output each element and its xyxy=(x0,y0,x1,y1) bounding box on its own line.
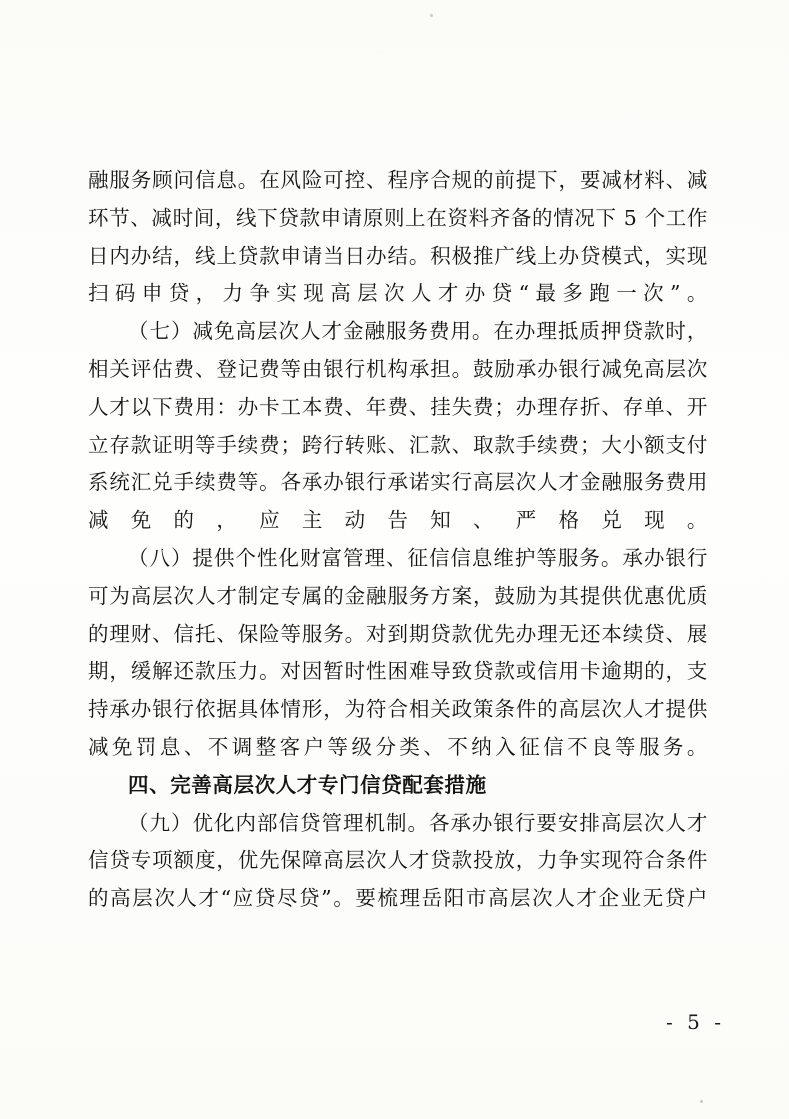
text-line: 的高层次人才“应贷尽贷”。要梳理岳阳市高层次人才企业无贷户 xyxy=(88,886,708,911)
text-line: 环节、减时间，线下贷款申请原则上在资料齐备的情况下 5 个工作 xyxy=(88,205,708,230)
section-heading-text: 四、完善高层次人才专门信贷配套措施 xyxy=(128,772,487,797)
paragraph-seven xyxy=(88,313,708,540)
paragraph-eight xyxy=(88,540,708,767)
text-line-content: （八）提供个性化财富管理、征信信息维护等服务。承办银行 xyxy=(128,545,708,570)
text-line xyxy=(88,540,708,578)
text-line: 可为高层次人才制定专属的金融服务方案，鼓励为其提供优惠优质 xyxy=(88,583,708,608)
text-line: 减免的，应主动告知、严格兑现。 xyxy=(88,508,708,533)
text-line xyxy=(88,313,708,351)
scan-speck xyxy=(430,14,433,17)
text-line: 日内办结，线上贷款申请当日办结。积极推广线上办贷模式，实现 xyxy=(88,243,708,268)
text-line: 融服务顾问信息。在风险可控、程序合规的前提下，要减材料、减 xyxy=(88,168,708,192)
paragraph-nine xyxy=(88,805,708,918)
text-line: 扫码申贷，力争实现高层次人才办贷“最多跑一次”。 xyxy=(88,281,708,306)
paragraph-continued xyxy=(88,162,708,313)
body-text xyxy=(88,162,708,918)
scan-speck xyxy=(700,1100,703,1103)
text-line: 相关评估费、登记费等由银行机构承担。鼓励承办银行减免高层次 xyxy=(88,356,708,381)
text-line: 系统汇兑手续费等。各承办银行承诺实行高层次人才金融服务费用 xyxy=(88,470,708,495)
text-line xyxy=(88,805,708,843)
text-line: 期，缓解还款压力。对因暂时性困难导致贷款或信用卡逾期的，支 xyxy=(88,659,708,684)
page-number: - 5 - xyxy=(666,1010,725,1034)
text-line: 信贷专项额度，优先保障高层次人才贷款投放，力争实现符合条件 xyxy=(88,848,708,873)
text-line: 立存款证明等手续费；跨行转账、汇款、取款手续费；大小额支付 xyxy=(88,432,708,457)
text-line-content: （九）优化内部信贷管理机制。各承办银行要安排高层次人才 xyxy=(128,810,708,835)
text-line: 人才以下费用：办卡工本费、年费、挂失费；办理存折、存单、开 xyxy=(88,394,708,419)
text-line: 的理财、信托、保险等服务。对到期贷款优先办理无还本续贷、展 xyxy=(88,621,708,646)
section-heading xyxy=(88,767,708,805)
text-line: 持承办银行依据具体情形，为符合相关政策条件的高层次人才提供 xyxy=(88,697,708,722)
text-line: 减免罚息、不调整客户等级分类、不纳入征信不良等服务。 xyxy=(88,734,708,759)
text-line-content: （七）减免高层次人才金融服务费用。在办理抵质押贷款时， xyxy=(128,319,708,344)
